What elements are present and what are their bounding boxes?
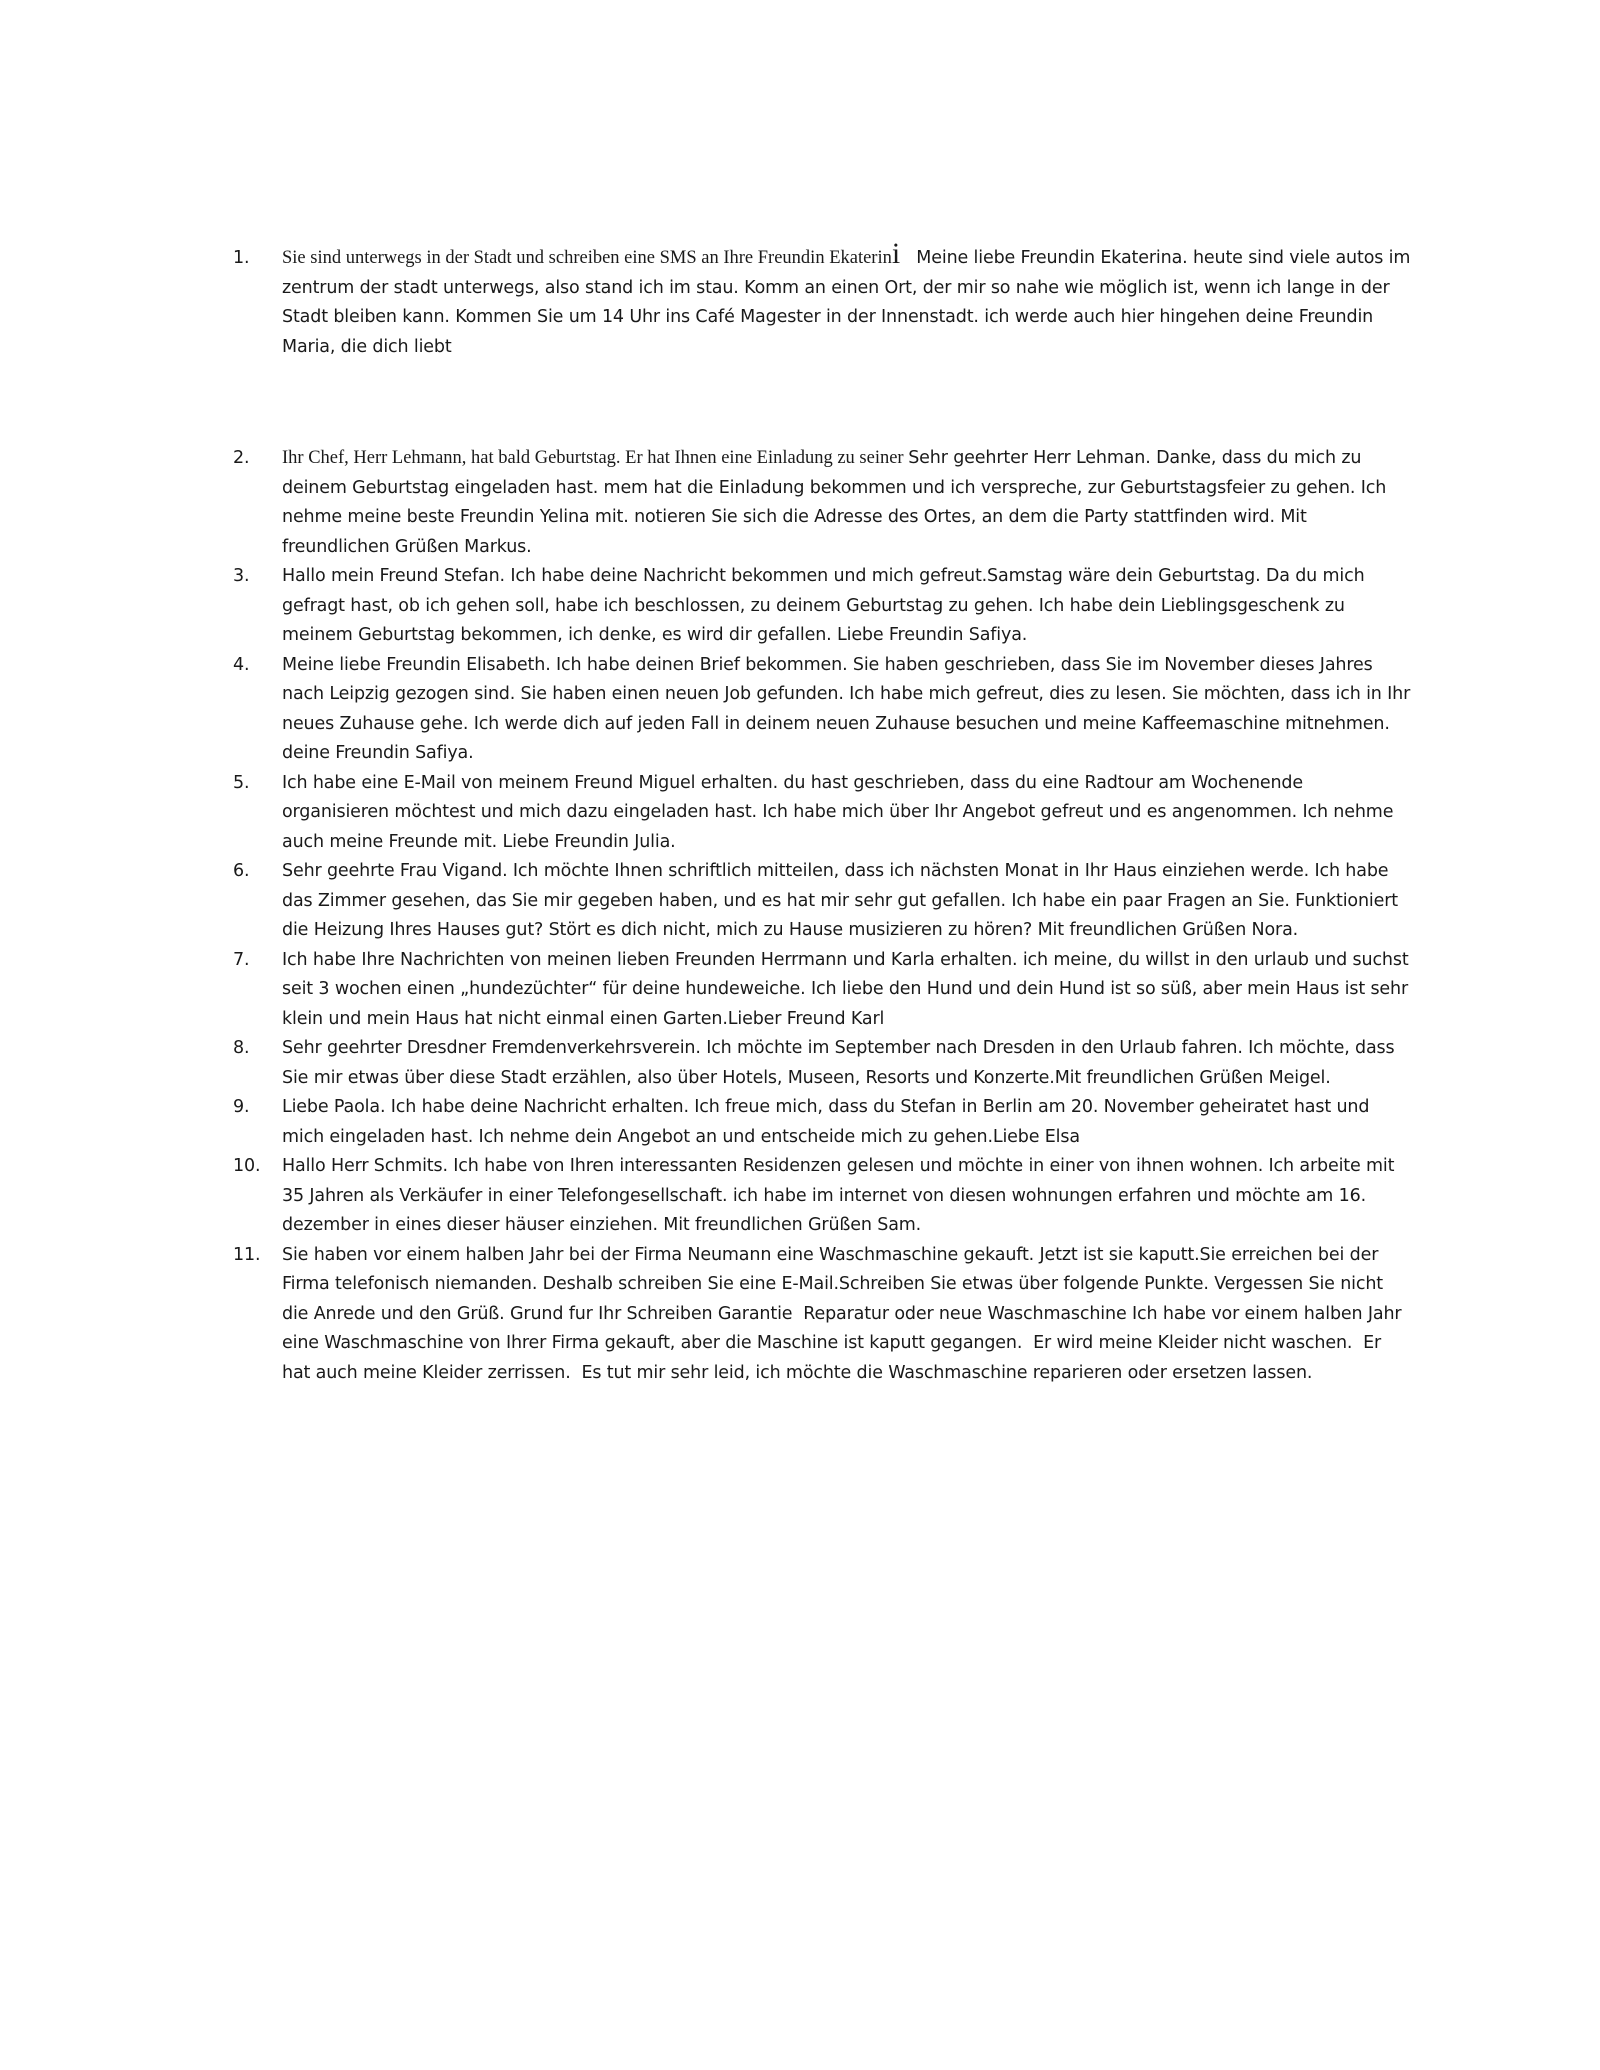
item-text: Meine liebe Freundin Elisabeth. Ich habe deinen Brief bekommen. Sie haben geschrieben, dass Sie im November dieses Jahres nach Leipzig gezogen sind. Sie haben einen neuen Job gefunden. Ich habe mich gefreut, dies zu lesen. Sie möchten, dass ich in Ihr neues Zuhause gehe. Ich werde dich auf jeden Fall in deinem neuen Zuhause besuchen und meine Kaffeemaschine mitnehmen. deine Freundin Safiya. xyxy=(282,654,1411,763)
item-number: 10. xyxy=(233,1156,261,1176)
item-text: Sehr geehrte Frau Vigand. Ich möchte Ihnen schriftlich mitteilen, dass ich nächsten Monat in Ihr Haus einziehen werde. Ich habe das Zimmer gesehen, das Sie mir gegeben haben, und es hat mir sehr gut gefallen. Ich habe ein paar Fragen an Sie. Funktioniert die Heizung Ihres Hauses gut? Stört es dich nicht, mich zu Hause musizieren zu hören? Mit freundlichen Grüßen Nora. xyxy=(282,861,1399,940)
list-item xyxy=(233,857,1413,946)
item-text: Ich habe Ihre Nachrichten von meinen lieben Freunden Herrmann und Karla erhalten. ich meine, du willst in den urlaub und suchst seit 3 wochen einen „hundezüchter“ für deine hundeweiche. Ich liebe den Hund und dein Hund ist so süß, aber mein Haus ist sehr klein und mein Haus hat nicht einmal einen Garten.Lieber Freund Karl xyxy=(282,949,1409,1029)
item-text: Hallo mein Freund Stefan. Ich habe deine Nachricht bekommen und mich gefreut.Samstag wäre dein Geburtstag. Da du mich gefragt hast, ob ich gehen soll, habe ich beschlossen, zu deinem Geburtstag zu gehen. Ich habe dein Lieblingsgeschenk zu meinem Geburtstag bekommen, ich denke, es wird dir gefallen. Liebe Freundin Safiya. xyxy=(282,566,1365,645)
item-text: Sehr geehrter Dresdner Fremdenverkehrsverein. Ich möchte im September nach Dresden in den Urlaub fahren. Ich möchte, dass Sie mir etwas über diese Stadt erzählen, also über Hotels, Museen, Resorts und Konzerte.Mit freundlichen Grüßen Meigel. xyxy=(282,1038,1395,1088)
item-number: 1. xyxy=(233,248,250,268)
task-prompt: Sie sind unterwegs in der Stadt und schreiben eine SMS an Ihre Freundin Ekaterin xyxy=(282,248,892,268)
item-number: 3. xyxy=(233,566,250,586)
item-number: 7. xyxy=(233,949,250,970)
list-item xyxy=(233,769,1413,858)
item-number: 11. xyxy=(233,1244,261,1265)
item-number: 6. xyxy=(233,861,250,881)
task-prompt-tail: i xyxy=(891,237,901,270)
item-text: Hallo Herr Schmits. Ich habe von Ihren interessanten Residenzen gelesen und möchte in einer von ihnen wohnen. Ich arbeite mit 35 Jahren als Verkäufer in einer Telefongesellschaft. ich habe im internet von diesen wohnungen erfahren und möchte am 16. dezember in eines dieser häuser einziehen. Mit freundlichen Grüßen Sam. xyxy=(282,1156,1395,1235)
task-prompt: Ihr Chef, Herr Lehmann, hat bald Geburtstag. Er hat Ihnen eine Einladung zu seiner xyxy=(282,448,909,468)
answer-text: Meine liebe Freundin Ekaterina. heute sind viele autos im zentrum der stadt unterwegs, also stand ich im stau. Komm an einen Ort, der mir so nahe wie möglich ist, wenn ich lange in der Stadt bleiben kann. Kommen Sie um 14 Uhr ins Café Magester in der Innenstadt. ich werde auch hier hingehen deine Freundin Maria, die dich liebt xyxy=(282,248,1416,357)
item-text: Ich habe eine E-Mail von meinem Freund Miguel erhalten. du hast geschrieben, dass du eine Radtour am Wochenende organisieren möchtest und mich dazu eingeladen hast. Ich habe mich über Ihr Angebot gefreut und es angenommen. Ich nehme auch meine Freunde mit. Liebe Freundin Julia. xyxy=(282,772,1394,852)
list-item xyxy=(233,1093,1413,1152)
item-text: Liebe Paola. Ich habe deine Nachricht erhalten. Ich freue mich, dass du Stefan in Berlin am 20. November geheiratet hast und mich eingeladen hast. Ich nehme dein Angebot an und entscheide mich zu gehen.Liebe Elsa xyxy=(282,1097,1370,1147)
list-item xyxy=(233,1034,1413,1093)
item-text: Sie haben vor einem halben Jahr bei der Firma Neumann eine Waschmaschine gekauft. Jetzt ist sie kaputt.Sie erreichen bei der Firma telefonisch niemanden. Deshalb schreiben Sie eine E-Mail.Schreiben Sie etwas über folgende Punkte. Vergessen Sie nicht die Anrede und den Grüß. Grund fur Ihr Schreiben Garantie Reparatur oder neue Waschmaschine Ich habe vor einem halben Jahr eine Waschmaschine von Ihrer Firma gekauft, aber die Maschine ist kaputt gegangen. Er wird meine Kleider nicht waschen. Er hat auch meine Kleider zerrissen. Es tut mir sehr leid, ich möchte die Waschmaschine reparieren oder ersetzen lassen. xyxy=(282,1244,1407,1383)
item-number: 2. xyxy=(233,448,250,468)
item-number: 5. xyxy=(233,772,250,793)
list-item xyxy=(233,1152,1413,1241)
list-item xyxy=(233,946,1413,1035)
list-item xyxy=(233,562,1413,651)
list-item xyxy=(233,1241,1413,1389)
list-item xyxy=(233,444,1413,562)
item-number: 4. xyxy=(233,654,250,675)
list-item xyxy=(233,237,1416,362)
exercise-list xyxy=(233,237,1416,1388)
item-number: 9. xyxy=(233,1097,250,1117)
answer-text: Sehr geehrter Herr Lehman. Danke, dass du mich zu deinem Geburtstag eingeladen hast. mem hat die Einladung bekommen und ich verspreche, zur Geburtstagsfeier zu gehen. Ich nehme meine beste Freundin Yelina mit. notieren Sie sich die Adresse des Ortes, an dem die Party stattfinden wird. Mit freundlichen Grüßen Markus. xyxy=(282,448,1387,557)
list-item xyxy=(233,651,1413,769)
item-number: 8. xyxy=(233,1038,250,1058)
